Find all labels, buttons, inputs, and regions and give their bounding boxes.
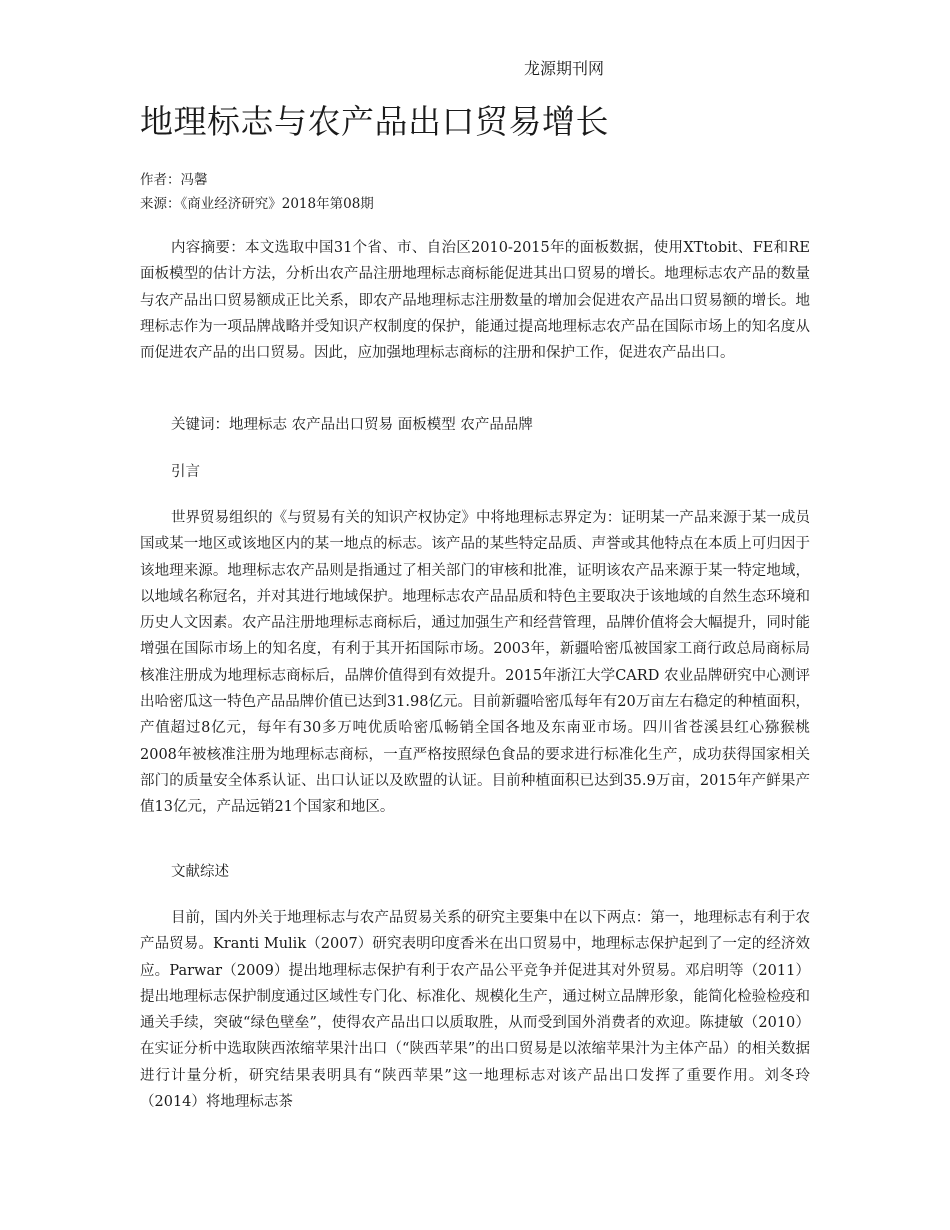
site-name: 龙源期刊网 — [524, 59, 605, 78]
keywords: 关键词：地理标志 农产品出口贸易 面板模型 农产品品牌 — [171, 417, 533, 433]
intro-heading: 引言 — [171, 464, 200, 480]
article-title: 地理标志与农产品出口贸易增长 — [140, 102, 609, 141]
review-heading: 文献综述 — [171, 864, 229, 880]
article-author: 作者：冯馨 — [140, 172, 208, 188]
review-paragraph: 目前，国内外关于地理标志与农产品贸易关系的研究主要集中在以下两点：第一，地理标志有利于农产品贸易。Kranti Mulik（2007）研究表明印度香米在出口贸易中，地理标志保护起到了一定的经济效应。Parwar（2009）提出地理标志保护有利于农产品公平竞争并促进其对外贸易。邓启明等（2011）提出地理标志保护制度通过区域性专门化、标准化、规模化生产，通过树立品牌形象，能简化检验检疫和通关手续，突破“绿色壁垒”，使得农产品出口以质取胜，从而受到国外消费者的欢迎。陈捷敏（2010）在实证分析中选取陕西浓缩苹果汁出口（“陕西苹果”的出口贸易是以浓缩苹果汁为主体产品）的相关数据进行计量分析，研究结果表明具有“陕西苹果”这一地理标志对该产品出口发挥了重要作用。刘冬玲（2014）将地理标志茶 — [140, 910, 810, 1111]
article-source: 来源：《商业经济研究》2018年第08期 — [140, 196, 374, 212]
abstract-paragraph: 内容摘要：本文选取中国31个省、市、自治区2010-2015年的面板数据，使用XTtobit、FE和RE面板模型的估计方法，分析出农产品注册地理标志商标能促进其出口贸易的增长。地理标志农产品的数量与农产品出口贸易额成正比关系，即农产品地理标志注册数量的增加会促进农产品出口贸易额的增长。地理标志作为一项品牌战略并受知识产权制度的保护，能通过提高地理标志农产品在国际市场上的知名度从而促进农产品的出口贸易。因此，应加强地理标志商标的注册和保护工作，促进农产品出口。 — [140, 240, 810, 362]
intro-paragraph: 世界贸易组织的《与贸易有关的知识产权协定》中将地理标志界定为：证明某一产品来源于某一成员国或某一地区或该地区内的某一地点的标志。该产品的某些特定品质、声誉或其他特点在本质上可归因于该地理来源。地理标志农产品则是指通过了相关部门的审核和批准，证明该农产品来源于某一特定地域，以地域名称冠名，并对其进行地域保护。地理标志农产品品质和特色主要取决于该地域的自然生态环境和历史人文因素。农产品注册地理标志商标后，通过加强生产和经营管理，品牌价值将会大幅提升，同时能增强在国际市场上的知名度，有利于其开拓国际市场。2003年，新疆哈密瓜被国家工商行政总局商标局核准注册成为地理标志商标后，品牌价值得到有效提升。2015年浙江大学CARD 农业品牌研究中心测评出哈密瓜这一特色产品品牌价值已达到31.98亿元。目前新疆哈密瓜每年有20万亩左右稳定的种植面积，产值超过8亿元，每年有30多万吨优质哈密瓜畅销全国各地及东南亚市场。四川省苍溪县红心猕猴桃2008年被核准注册为地理标志商标，一直严格按照绿色食品的要求进行标准化生产，成功获得国家相关部门的质量安全体系认证、出口认证以及欧盟的认证。目前种植面积已达到35.9万亩，2015年产鲜果产值13亿元，产品远销21个国家和地区。 — [140, 510, 810, 816]
